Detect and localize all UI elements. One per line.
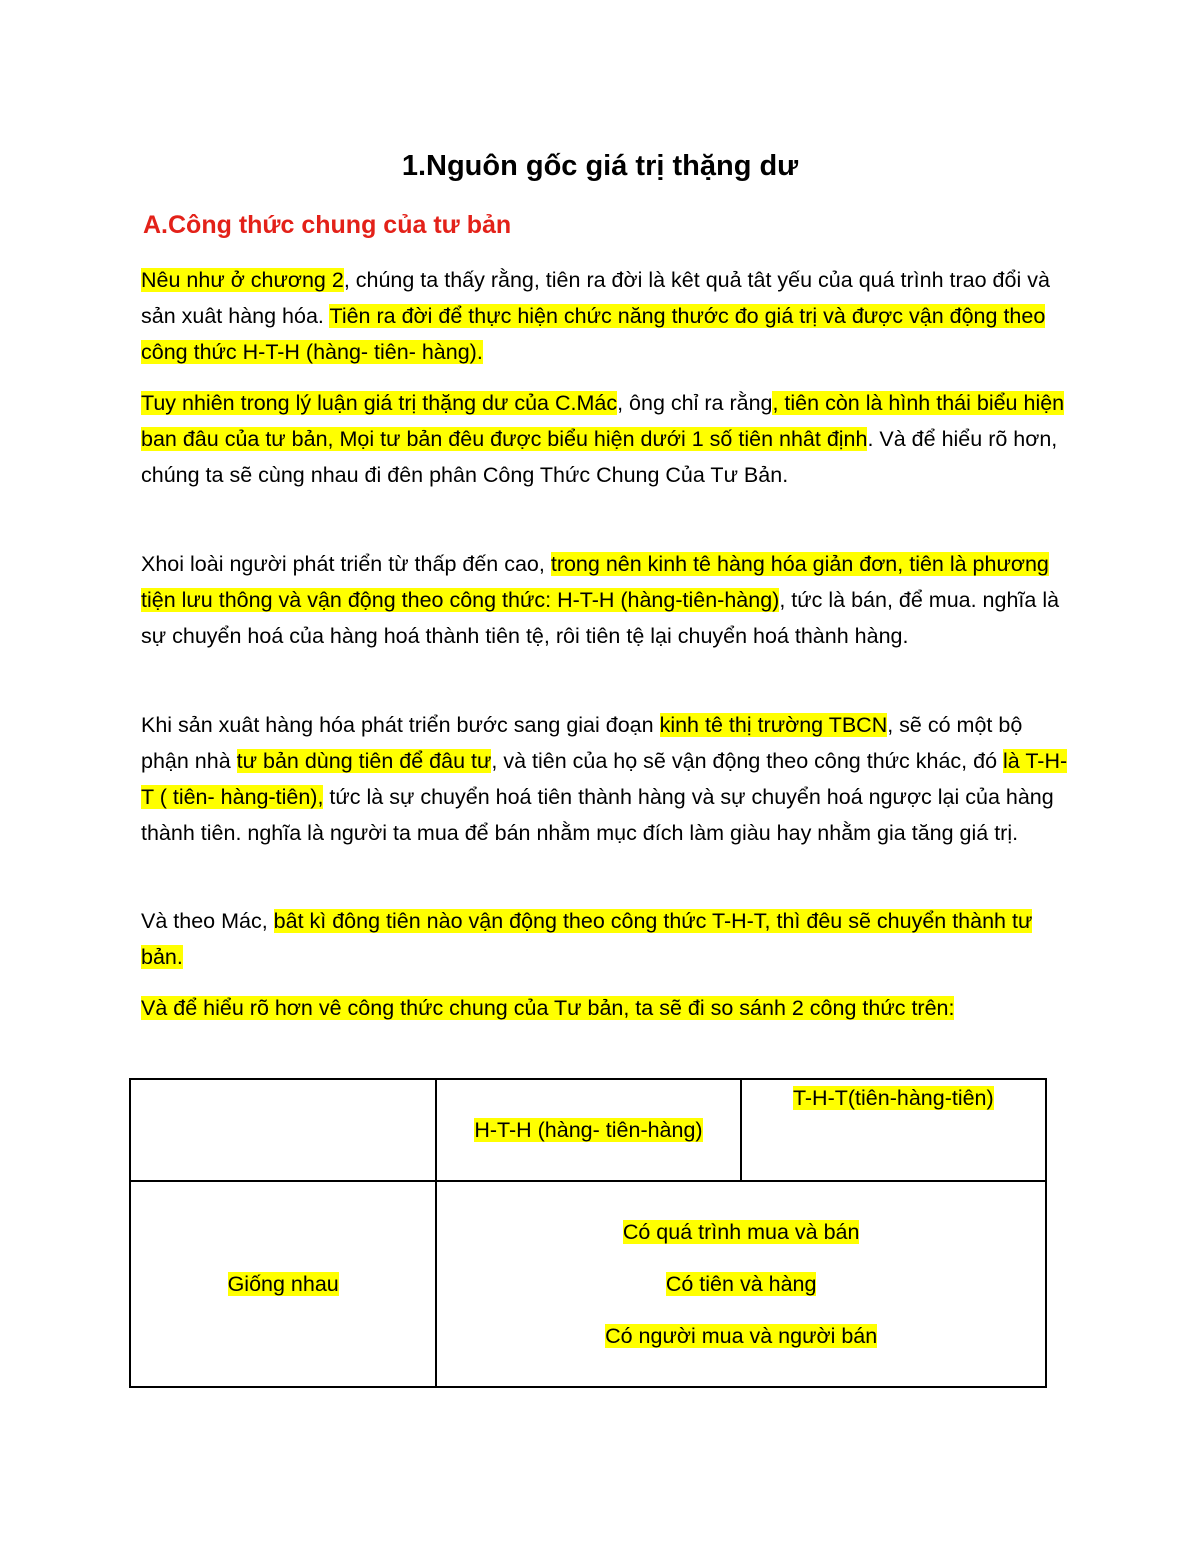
page-title: 1.Nguôn gốc giá trị thặng dư <box>401 150 799 182</box>
body-text: , sẽ có một bộ phận nhà <box>141 713 1023 773</box>
paragraph-6 <box>141 990 1071 1026</box>
highlighted-text: Và để hiểu rõ hơn vê công thức chung của Tư bản, ta sẽ đi so sánh 2 công thức trên: <box>141 996 955 1020</box>
highlighted-text: tư bản dùng tiên để đâu tư <box>236 749 492 773</box>
highlighted-text: kinh tê thị trường TBCN <box>659 713 888 737</box>
highlighted-text: Nêu như ở chương 2 <box>141 268 344 292</box>
comparison-table <box>129 1078 1047 1388</box>
body-text: , và tiên của họ sẽ vận động theo công thức khác, đó <box>491 749 1004 773</box>
paragraph-3 <box>141 546 1071 654</box>
paragraph-1 <box>141 262 1071 370</box>
row-label: Giống nhau <box>227 1271 339 1296</box>
body-text: tức là sự chuyển hoá tiên thành hàng và sự chuyển hoá ngược lại của hàng thành tiên. nghĩa là người ta mua để bán nhằm mục đích làm giàu hay nhằm gia tăng giá trị. <box>141 785 1054 845</box>
highlighted-text: Tuy nhiên trong lý luận giá trị thặng dư của C.Mác <box>141 391 618 415</box>
highlighted-text: trong nên kinh tê hàng hóa giản đơn, tiên là phương tiện lưu thông và vận động theo công thức: H-T-H (hàng-tiên-hàng) <box>141 552 1049 612</box>
body-text: , tức là bán, để mua. nghĩa là sự chuyển hoá của hàng hoá thành tiên tệ, rôi tiên tệ lại chuyển hoá thành hàng. <box>141 588 1060 648</box>
table-row <box>130 1181 1046 1387</box>
body-text: , chúng ta thấy rằng, tiên ra đời là kêt quả tât yếu của quá trình trao đổi và sản xuât hàng hóa. <box>141 268 1050 328</box>
header-hth-label: H-T-H (hàng- tiên-hàng) <box>474 1117 703 1142</box>
body-text: . Và để hiểu rõ hơn, chúng ta sẽ cùng nhau đi đên phân Công Thức Chung Của Tư Bản. <box>141 427 1058 487</box>
section-heading: A.Công thức chung của tư bản <box>143 211 512 239</box>
paragraph-2 <box>141 385 1071 493</box>
similarity-cell <box>436 1181 1046 1387</box>
body-text: , ông chỉ ra rằng <box>617 391 773 415</box>
paragraph-5 <box>141 903 1071 975</box>
header-tht-label: T-H-T(tiên-hàng-tiên) <box>792 1086 994 1110</box>
similarity-line: Có người mua và người bán <box>605 1324 878 1348</box>
similarity-line: Có tiên và hàng <box>665 1272 817 1296</box>
highlighted-text: bât kì đông tiên nào vận động theo công thức T-H-T, thì đêu sẽ chuyển thành tư bản. <box>141 909 1033 969</box>
table-header-row <box>130 1079 1046 1181</box>
similarity-line: Có quá trình mua và bán <box>622 1220 860 1244</box>
paragraph-4 <box>141 707 1071 851</box>
table-header-cell <box>741 1079 1046 1181</box>
body-text: Khi sản xuât hàng hóa phát triển bước sang giai đoạn <box>141 713 660 737</box>
table-header-empty-cell <box>130 1079 436 1181</box>
body-text: Và theo Mác, <box>141 909 274 933</box>
table-header-cell <box>436 1079 740 1181</box>
highlighted-text: là T-H-T ( tiên- hàng-tiên), <box>141 749 1068 809</box>
highlighted-text: , tiên còn là hình thái biểu hiện ban đâu của tư bản, Mọi tư bản đêu được biểu hiện dưới 1 số tiên nhât định <box>141 391 1065 451</box>
body-text: Xhoi loài người phát triển từ thấp đến cao, <box>141 552 551 576</box>
row-label-cell <box>130 1181 436 1387</box>
highlighted-text: Tiên ra đời để thực hiện chức năng thước đo giá trị và được vận động theo công thức H-T-H (hàng- tiên- hàng). <box>141 304 1046 364</box>
